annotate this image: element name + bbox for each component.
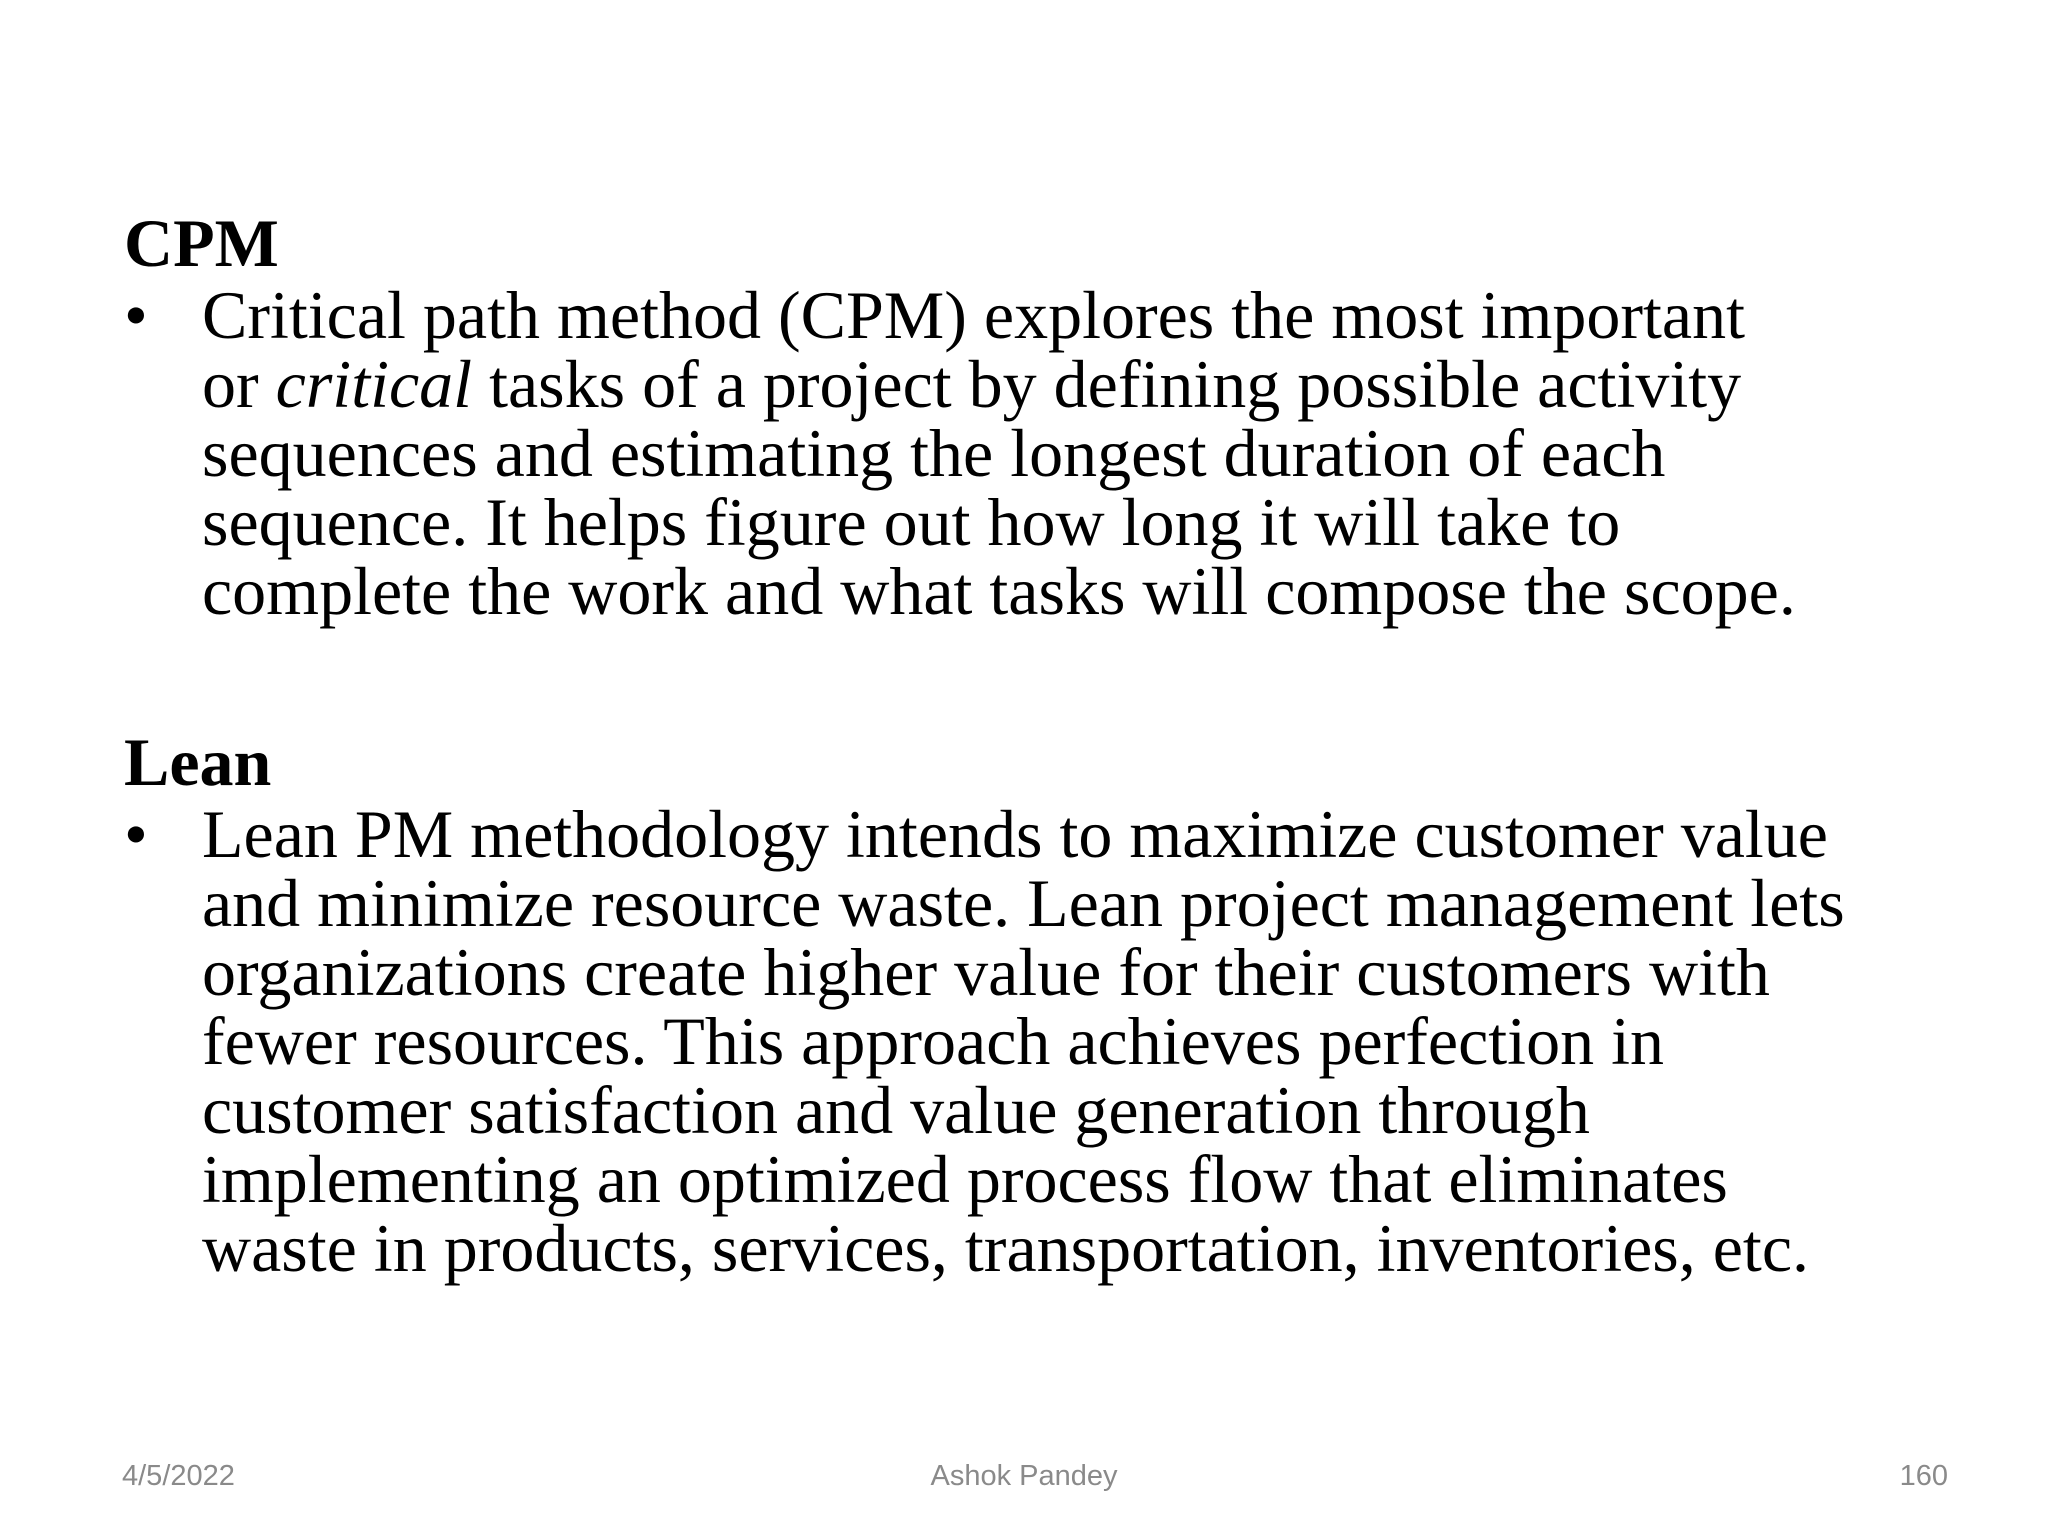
text-line: sequences and estimating the longest duration of each	[202, 415, 1666, 491]
text-fragment: or	[202, 346, 276, 422]
bullet-text-cpm	[202, 277, 1984, 629]
section-gap	[124, 626, 1984, 724]
text-line: waste in products, services, transportation, inventories, etc.	[202, 1210, 1809, 1286]
text-line: and minimize resource waste. Lean project management lets	[202, 865, 1845, 941]
text-line: implementing an optimized process flow that eliminates	[202, 1141, 1728, 1217]
text-line: complete the work and what tasks will compose the scope.	[202, 553, 1796, 629]
slide-content	[124, 205, 1984, 1286]
section-heading-lean: Lean	[124, 724, 272, 800]
text-line	[202, 346, 1984, 422]
footer-page-number: 160	[1899, 1460, 1948, 1492]
text-line: fewer resources. This approach achieves perfection in	[202, 1003, 1664, 1079]
bullet-mark: •	[124, 277, 148, 353]
text-line: sequence. It helps figure out how long it will take to	[202, 484, 1621, 560]
text-line: Critical path method (CPM) explores the most important	[202, 277, 1745, 353]
text-fragment: tasks of a project by defining possible activity	[489, 346, 1742, 422]
section-heading-cpm: CPM	[124, 205, 279, 281]
text-line: Lean PM methodology intends to maximize customer value	[202, 796, 1828, 872]
bullet-lean	[124, 796, 1984, 1286]
bullet-text-lean	[202, 796, 1984, 1286]
text-line: customer satisfaction and value generation through	[202, 1072, 1590, 1148]
text-line: organizations create higher value for their customers with	[202, 934, 1770, 1010]
footer-author: Ashok Pandey	[930, 1460, 1118, 1492]
footer-date: 4/5/2022	[122, 1460, 235, 1492]
italic-term: critical	[275, 346, 473, 422]
bullet-mark: •	[124, 796, 148, 872]
bullet-cpm	[124, 277, 1984, 629]
